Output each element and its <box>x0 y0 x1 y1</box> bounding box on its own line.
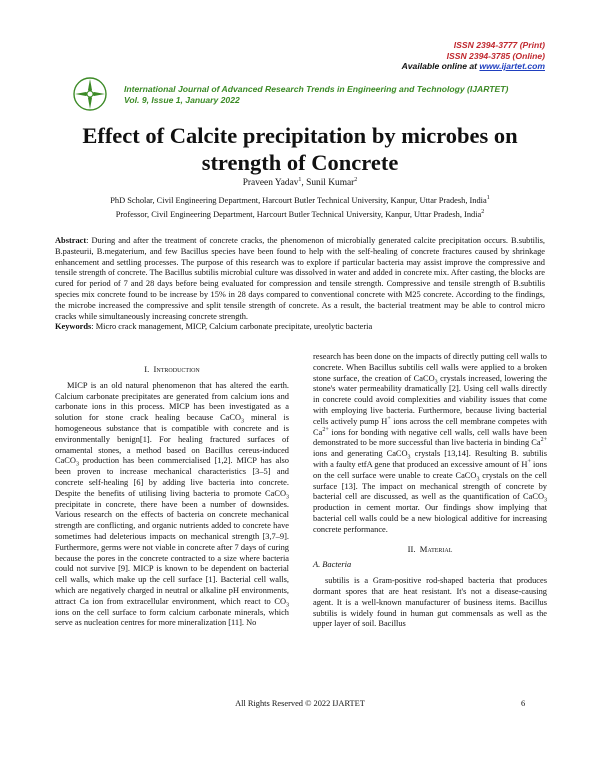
journal-name: International Journal of Advanced Research Trends in Engineering and Technology (IJARTET) <box>124 84 509 94</box>
affiliation-1 <box>30 196 570 205</box>
intro-paragraph: MICP is an old natural phenomenon that has altered the earth. Calcium carbonate precipitates are generated from calcium ions and carbonate ions in this process. MICP has been investigated as a solution for stone crack healing because CaCO$_3$ mineral is homogeneous substance that is compatible with concrete and is environmentally benign[1]. For healing fractured surfaces of ornamental stones, a method based on Bacillus cereus-induced CaCO$_3$ production has been commercialised [1,2]. MICP has also been proven to increase mechanical characteristics [3–5] and concrete self-healing [6] by adding live bacteria into concrete. Despite the benefits of utilising living bacteria to promote CaCO$_3$ precipitate in concrete, there have been a number of downsides. Various research on the effects of bacteria on concrete mechanical strength are conflicting, and organic nutrients added to concrete have sometimes had deleterious impacts on mechanical strength [3,7–9]. Furthermore, germs were not viable in concrete after 7 days of curing because the pores in the concrete contracted to a size where bacteria could not survive [9]. MICP is known to be dependent on bacterial cell walls, which make up the cell surface [1]. Bacterial cell walls, which are negatively charged in neutral or alkaline pH environments, attract Ca ion from extracellular environment, which react to $CO_3$ ions on the cell surface to form calcium carbonate minerals, which serve as nucleation centres for more mineralization [11]. No <box>55 380 290 628</box>
affiliation-2 <box>30 210 570 219</box>
bacteria-paragraph: subtilis is a Gram-positive rod-shaped bacteria that produces dormant spores that are heat resistant. It's not a disease-causing agent. It is a well-known manufacturer of business items. Bacillus subtilis is widely found in human gut commensals as well as the upper layer of soil. Bacillus <box>313 576 547 629</box>
abstract <box>55 236 545 333</box>
author-2: , Sunil Kumar <box>301 178 355 188</box>
section-1-number: I. <box>144 364 150 374</box>
issn-online: ISSN 2394-3785 (Online) <box>446 50 545 61</box>
journal-header <box>124 84 564 105</box>
affiliation-1-mark: 1 <box>486 195 490 202</box>
journal-logo-icon <box>72 76 108 112</box>
left-column <box>55 362 289 629</box>
available-online <box>402 61 545 72</box>
section-1-heading <box>55 364 289 375</box>
affiliation-2-text: Professor, Civil Engineering Department, Harcourt Butler Technical University, Kanpur, Uttar Pradesh, India <box>115 210 482 219</box>
affiliation-2-mark: 2 <box>481 209 485 216</box>
section-2-title: Material <box>419 543 453 554</box>
journal-volume: Vol. 9, Issue 1, January 2022 <box>124 94 240 105</box>
affiliation-1-text: PhD Scholar, Civil Engineering Department, Harcourt Butler Technical University, Kanpur, Uttar Pradesh, India <box>110 196 487 205</box>
title-line-1: Effect of Calcite precipitation by microbes on <box>82 123 518 148</box>
author-list <box>40 178 560 188</box>
section-1-title: Introduction <box>153 364 200 374</box>
author-2-mark: 2 <box>354 176 358 183</box>
right-column <box>313 352 547 630</box>
abstract-text: : During and after the treatment of concrete cracks, the phenomenon of microbially generated calcite precipitation occurs. B.subtilis, B.pasteurii, B.megaterium, and few Bacillus species have been found to help with the self-healing of concrete fractures caused by shrinkage enhancement and settling processes. The purpose of this research was to explore if particular bacteria may assist improve the compressive and tensile strength of concrete. The Bacillus subtilis microbial culture was dissolved in water and added in concrete mix. After casting, the blocks are cured for period of 7 and 28 days before being evaluated for compression and tensile strength. Compressive and tensile strength of B.subtilis species mix concrete found to be increase by 15% in 28 days compared to conventional concrete with M25 concrete. According to the findings, the microbe increased the compressive and split tensile strength of concrete. As a result, the bacterial treatment may be able to control micro cracks while simultaneously increasing concrete strength. <box>55 236 545 321</box>
keywords-text: : Micro crack management, MICP, Calcium carbonate precipitate, ureolytic bacteria <box>91 322 373 332</box>
section-2-heading <box>313 544 547 555</box>
issn-print: ISSN 2394-3777 (Print) <box>453 40 545 50</box>
issn-block <box>402 40 545 72</box>
paper-title <box>40 122 560 176</box>
section-2-number: II. <box>407 543 416 554</box>
author-1-mark: 1 <box>298 176 302 183</box>
available-prefix: Available online at <box>401 61 480 71</box>
title-line-2: strength of Concrete <box>201 150 399 175</box>
intro-continued-paragraph: research has been done on the impacts of directly putting cell walls to concrete. When Bacillus subtilis cell walls were applied to a broken stone surface, the creation of CaCO$_3$ crystals increased, lowering the stone's water permeability dramatically [2]. Using cell walls directly in concrete could avoid complexities and viability issues that come with employing live bacteria. Furthermore, because living bacterial cells actively pump H+ ions across the cell membrane competes with $Ca^{2+}$ ions for bonding with negative cell walls, cell walls have been demonstrated to be more successful than live bacteria in binding $Ca^{2+}$ ions and generating CaCO$_3$ crystals [13,14]. Resulting B. subtilis with a faulty etfA gene that produced an excessive amount of H+ ions on the cell surface were unable to create CaCO$_3$ crystals on the cell surface [13]. The impact on mechanical strength of concrete by bacterial cell are discussed, as well as the quantification of CaCO$_3$ production in cement mortar. Our findings show implying that bacterial cell walls could be a new biological additive for increasing concrete performance. <box>313 352 548 534</box>
footer-rights: All Rights Reserved © 2022 IJARTET <box>235 699 365 708</box>
author-1: Praveen Yadav <box>242 178 299 188</box>
keywords-label: Keywords <box>55 322 92 332</box>
page-number: 6 <box>521 699 526 708</box>
journal-website-link[interactable]: www.ijartet.com <box>479 61 545 71</box>
abstract-label: Abstract <box>55 236 87 245</box>
subsection-bacteria-heading: A. Bacteria <box>313 560 352 570</box>
